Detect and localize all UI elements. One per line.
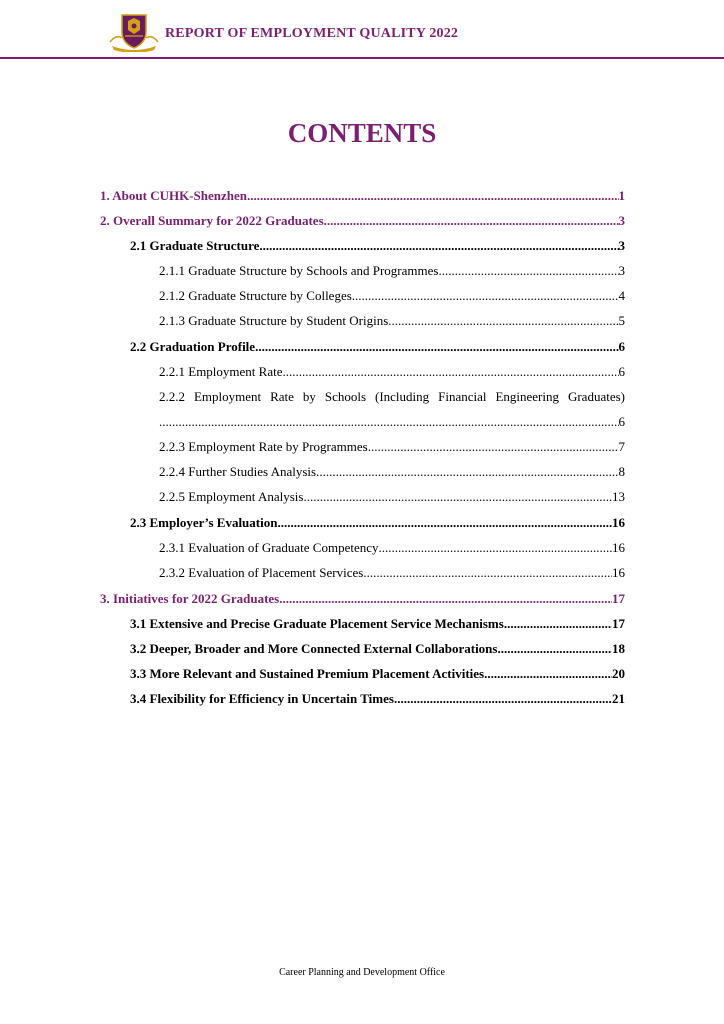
university-crest-icon: [108, 12, 160, 52]
toc-entry[interactable]: 2.3.1 Evaluation of Graduate Competency ..... 16: [159, 540, 625, 556]
page-header: [0, 0, 724, 58]
toc-entry[interactable]: 2.3.2 Evaluation of Placement Services ..... 16: [159, 565, 625, 581]
page-footer: Career Planning and Development Office: [279, 967, 445, 978]
toc-entry-wrapped-label[interactable]: 2.2.2 Employment Rate by Schools (Including Financial Engineering Graduates): [159, 389, 625, 404]
toc-entry[interactable]: 3.1 Extensive and Precise Graduate Placement Service Mechanisms ..... 17: [130, 616, 625, 632]
toc-entry[interactable]: 2.1.1 Graduate Structure by Schools and Programmes ..... 3: [159, 263, 625, 279]
toc-entry[interactable]: 2.3 Employer’s Evaluation ..... 16: [130, 515, 625, 531]
toc-entry[interactable]: 2.2 Graduation Profile ..... 6: [130, 339, 625, 355]
toc-entry[interactable]: 3. Initiatives for 2022 Graduates ..... 17: [100, 591, 625, 607]
toc-entry-wrapped-continuation[interactable]: ..... 6: [159, 414, 625, 430]
toc-entry[interactable]: 2.2.4 Further Studies Analysis ..... 8: [159, 464, 625, 480]
toc-entry[interactable]: 2.2.3 Employment Rate by Programmes ..... 7: [159, 439, 625, 455]
toc-entry[interactable]: 2. Overall Summary for 2022 Graduates ..... 3: [100, 213, 625, 229]
toc-entry[interactable]: 3.4 Flexibility for Efficiency in Uncertain Times ..... 21: [130, 691, 625, 707]
toc-entry[interactable]: 2.1 Graduate Structure ..... 3: [130, 238, 625, 254]
header-title: REPORT OF EMPLOYMENT QUALITY 2022: [165, 26, 459, 41]
toc-entry[interactable]: 2.2.1 Employment Rate ..... 6: [159, 364, 625, 380]
toc-entry[interactable]: 2.1.2 Graduate Structure by Colleges ..... 4: [159, 288, 625, 304]
toc-entry[interactable]: 2.1.3 Graduate Structure by Student Origins ..... 5: [159, 313, 625, 329]
header-divider: [0, 57, 724, 59]
toc-entry[interactable]: 1. About CUHK-Shenzhen ..... 1: [100, 188, 625, 204]
toc-entry[interactable]: 3.3 More Relevant and Sustained Premium Placement Activities ..... 20: [130, 666, 625, 682]
toc-entry[interactable]: 2.2.5 Employment Analysis ..... 13: [159, 489, 625, 505]
contents-title: CONTENTS: [287, 118, 437, 148]
toc-entry[interactable]: 3.2 Deeper, Broader and More Connected External Collaborations ..... 18: [130, 641, 625, 657]
